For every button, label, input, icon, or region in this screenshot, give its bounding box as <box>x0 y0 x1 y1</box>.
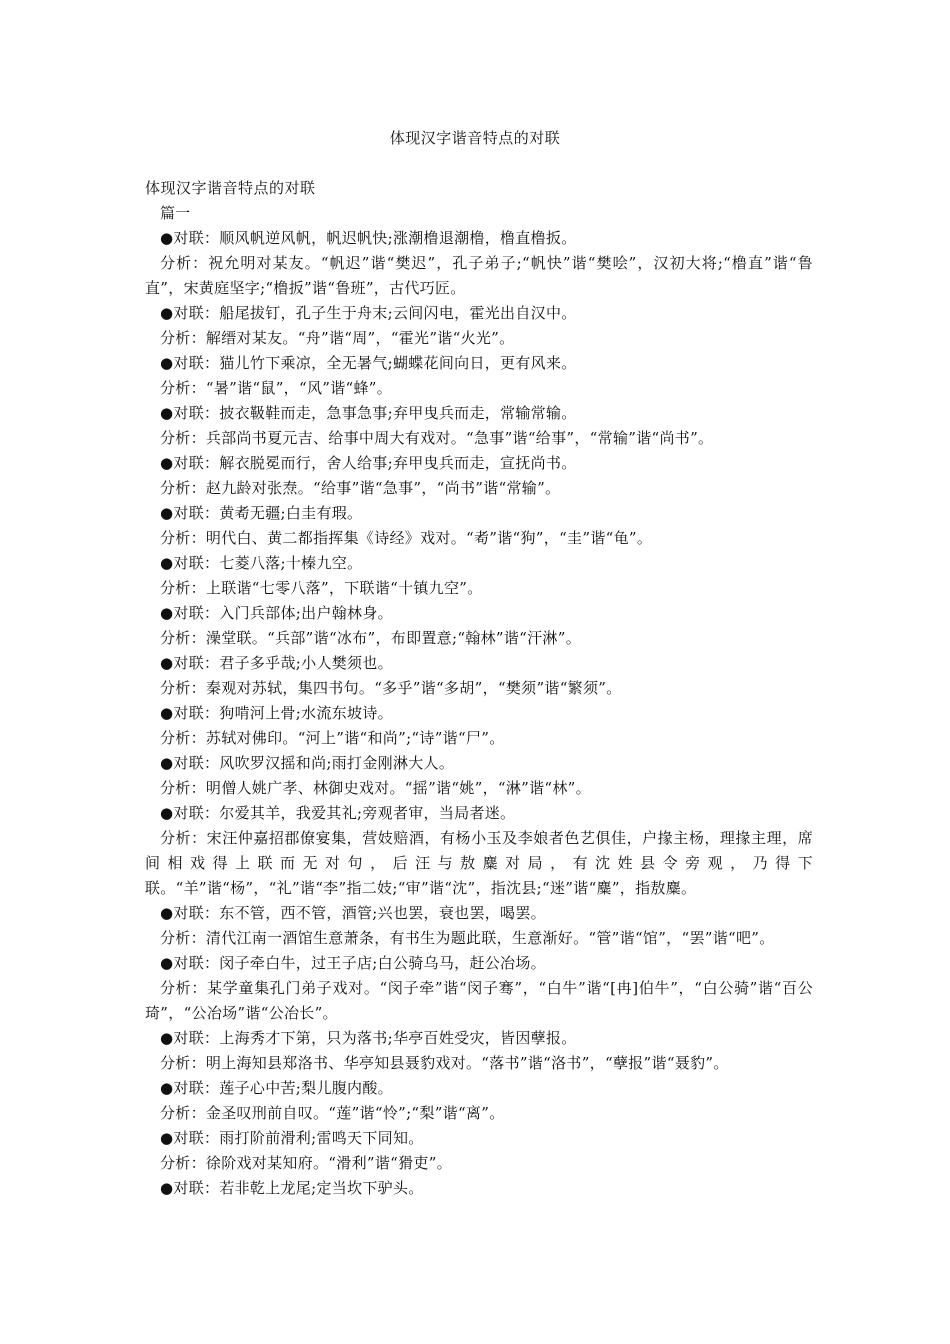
page-title: 体现汉字谐音特点的对联 <box>389 129 561 147</box>
analysis-item: 分析：金圣叹刑前自叹。“莲”谐“怜”;“梨”谐“离”。 <box>160 1104 505 1122</box>
analysis-item: 分析：秦观对苏轼，集四书句。“多乎”谐“多胡”，“樊须”谐“繁须”。 <box>160 679 622 697</box>
section-label: 篇一 <box>160 204 191 222</box>
couplet-item: ●对联：七菱八落;十榛九空。 <box>160 554 363 572</box>
couplet-item: ●对联：入门兵部体;出户翰林身。 <box>160 604 393 622</box>
couplet-item: ●对联：闵子牵白牛，过王子店;白公骑乌马，赶公冶场。 <box>160 954 546 972</box>
paragraph-list <box>145 201 813 1201</box>
couplet-item: ●对联：黄耇无疆;白圭有瑕。 <box>160 504 363 522</box>
couplet-item: ●对联：解衣脱冕而行，舍人给事;弃甲曳兵而走，宣抚尚书。 <box>160 454 577 472</box>
couplet-item: ●对联：风吹罗汉摇和尚;雨打金刚淋大人。 <box>160 754 455 772</box>
analysis-item: 分析：“暑”谐“鼠”，“风”谐“蜂”。 <box>160 379 393 397</box>
analysis-item: 分析：兵部尚书夏元吉、给事中周大有戏对。“急事”谐“给事”，“常输”谐“尚书”。 <box>160 429 714 447</box>
analysis-item: 分析：某学童集孔门弟子戏对。“闵子牵”谐“闵子骞”，“白牛”谐“[冉]伯牛”，“白公骑”谐“百公琦”，“公冶场”谐“公冶长”。 <box>145 979 813 1022</box>
couplet-item: ●对联：船尾拔钉，孔子生于舟末;云间闪电，霍光出自汉中。 <box>160 304 577 322</box>
analysis-item: 分析：清代江南一酒馆生意萧条，有书生为题此联，生意渐好。“管”谐“馆”，“罢”谐“吧”。 <box>160 929 775 947</box>
document-heading: 体现汉字谐音特点的对联 <box>145 179 316 197</box>
couplet-item: ●对联：君子多乎哉;小人樊须也。 <box>160 654 393 672</box>
analysis-item: 分析：澡堂联。“兵部”谐“冰布”，布即置意;“翰林”谐“汗淋”。 <box>160 629 582 647</box>
analysis-item: 分析：徐阶戏对某知府。“滑利”谐“猾吏”。 <box>160 1154 452 1172</box>
couplet-item: ●对联：上海秀才下第，只为落书;华亭百姓受灾，皆因孽报。 <box>160 1029 577 1047</box>
analysis-item: 分析：赵九龄对张焘。“给事”谐“急事”，“尚书”谐“常输”。 <box>160 479 561 497</box>
couplet-item: ●对联：猫儿竹下乘凉，全无暑气;蝴蝶花间向日，更有风来。 <box>160 354 577 372</box>
analysis-item: 分析：解缙对某友。“舟”谐“周”，“霍光”谐“火光”。 <box>160 329 515 347</box>
analysis-item: 分析：苏轼对佛印。“河上”谐“和尚”;“诗”谐“尸”。 <box>160 729 505 747</box>
couplet-item: ●对联：东不管，西不管，酒管;兴也罢，衰也罢，喝罢。 <box>160 904 546 922</box>
document-body <box>145 176 813 1201</box>
couplet-item: ●对联：狗啃河上骨;水流东坡诗。 <box>160 704 393 722</box>
analysis-item: 分析：明代白、黄二都指挥集《诗经》戏对。“耇”谐“狗”，“圭”谐“龟”。 <box>160 529 653 547</box>
analysis-item: 分析：祝允明对某友。“帆迟”谐“樊迟”，孔子弟子;“帆快”谐“樊哙”，汉初大将;“橹直”谐“鲁直”，宋黄庭坚字;“橹扳”谐“鲁班”，古代巧匠。 <box>145 254 813 297</box>
couplet-item: ●对联：若非乾上龙尾;定当坎下驴头。 <box>160 1179 424 1197</box>
couplet-item: ●对联：尔爱其羊，我爱其礼;旁观者审，当局者迷。 <box>160 804 516 822</box>
couplet-item: ●对联：披衣靸鞋而走，急事急事;弃甲曳兵而走，常输常输。 <box>160 404 577 422</box>
analysis-item: 分析：明上海知县郑洛书、华亭知县聂豹戏对。“落书”谐“洛书”，“孽报”谐“聂豹”。 <box>160 1054 729 1072</box>
couplet-item: ●对联：莲子心中苦;梨儿腹内酸。 <box>160 1079 393 1097</box>
couplet-item: ●对联：顺风帆逆风帆，帆迟帆快;涨潮橹退潮橹，橹直橹扳。 <box>160 229 577 247</box>
analysis-item: 分析：宋汪仲嘉招郡僚宴集，营妓赔酒，有杨小玉及李娘者色艺俱佳，户掾主杨，理掾主理，席间相戏得上联而无对句，后汪与敖麋对局，有沈姓县令旁观，乃得下联。“羊”谐“杨”，“礼”谐“李”指二妓;“审”谐“沈”，指沈县;“迷”谐“麋”，指敖麋。 <box>145 829 813 897</box>
analysis-item: 分析：明僧人姚广孝、林御史戏对。“摇”谐“姚”，“淋”谐“林”。 <box>160 779 591 797</box>
analysis-item: 分析：上联谐“七零八落”，下联谐“十镇九空”。 <box>160 579 483 597</box>
couplet-item: ●对联：雨打阶前滑利;雷鸣天下同知。 <box>160 1129 424 1147</box>
